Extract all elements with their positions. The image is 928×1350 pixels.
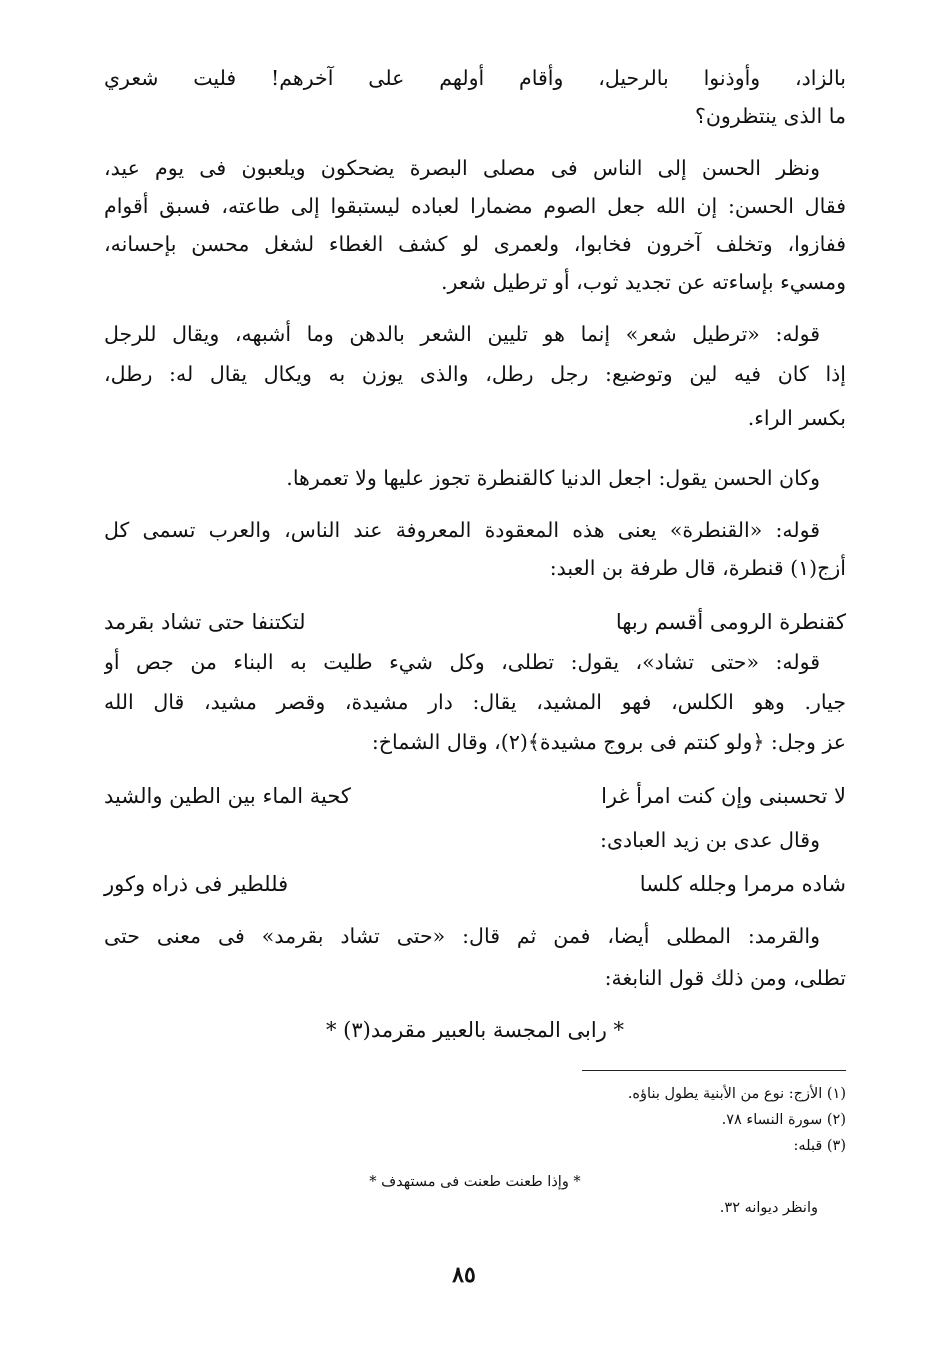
text-line: عز وجل: ﴿ولو كنتم فى بروج مشيدة﴾(٢)، وقال الشماخ:	[371, 730, 846, 754]
footnote-quoted-verse: * وإذا طعنت طعنت فى مستهدف *	[369, 1174, 581, 1190]
text-line: إذا كان فيه لين وتوضيع: رجل رطل، والذى يوزن به ويكال يقال له: رطل،	[104, 362, 846, 386]
footnote-separator	[582, 1070, 846, 1071]
text-line: جيار. وهو الكلس، فهو المشيد، يقال: دار مشيدة، وقصر مشيد، قال الله	[104, 690, 846, 714]
text-line: ففازوا، وتخلف آخرون فخابوا، ولعمرى لو كشف الغطاء لشغل محسن بإحسانه،	[104, 232, 846, 256]
text-line: ما الذى ينتظرون؟	[694, 104, 846, 128]
text-line: فقال الحسن: إن الله جعل الصوم مضمارا لعباده ليستبقوا إلى طاعته، فسبق أقوام	[104, 194, 846, 218]
text-line: بالزاد، وأوذنوا بالرحيل، وأقام أولهم على آخرهم! فليت شعري	[104, 66, 846, 90]
text-line: ونظر الحسن إلى الناس فى مصلى البصرة يضحكون ويلعبون فى يوم عيد،	[104, 156, 820, 180]
text-line: قوله: «القنطرة» يعنى هذه المعقودة المعروفة عند الناس، والعرب تسمى كل	[104, 518, 820, 542]
text-line: وقال عدى بن زيد العبادى:	[600, 828, 820, 852]
verse-right-hemistich: لا تحسبنى وإن كنت امرأ غرا	[601, 784, 846, 808]
text-line: بكسر الراء.	[747, 406, 846, 430]
text-line: والقرمد: المطلى أيضا، فمن ثم قال: «حتى تشاد بقرمد» فى معنى حتى	[104, 924, 820, 948]
page-number: ٨٥	[452, 1262, 476, 1288]
verse-right-hemistich: شاده مرمرا وجلله كلسا	[639, 872, 846, 896]
text-line: قوله: «ترطيل شعر» إنما هو تليين الشعر بالدهن وما أشبهه، ويقال للرجل	[104, 322, 820, 346]
verse-left-hemistich: لتكتنفا حتى تشاد بقرمد	[104, 610, 306, 634]
verse-left-hemistich: كحية الماء بين الطين والشيد	[104, 784, 351, 808]
footnote: وانظر ديوانه ٣٢.	[719, 1200, 818, 1216]
verse-right-hemistich: كقنطرة الرومى أقسم ربها	[615, 610, 846, 634]
text-line: ومسيء بإساءته عن تجديد ثوب، أو ترطيل شعر.	[441, 270, 846, 294]
verse-left-hemistich: فللطير فى ذراه وكور	[104, 872, 289, 896]
footnote: (٢) سورة النساء ٧٨.	[721, 1112, 846, 1128]
text-line: قوله: «حتى تشاد»، يقول: تطلى، وكل شيء طليت به البناء من جص أو	[104, 650, 820, 674]
footnote: (١) الأزج: نوع من الأبنية يطول بناؤه.	[627, 1086, 846, 1102]
text-line: أزج(١) قنطرة، قال طرفة بن العبد:	[549, 556, 846, 580]
text-line: تطلى، ومن ذلك قول النابغة:	[604, 966, 846, 990]
footnote: (٣) قبله:	[793, 1138, 846, 1154]
text-line: وكان الحسن يقول: اجعل الدنيا كالقنطرة تجوز عليها ولا تعمرها.	[286, 466, 820, 490]
poetic-hemistich: * رابى المجسة بالعبير مقرمد(٣) *	[325, 1018, 625, 1042]
